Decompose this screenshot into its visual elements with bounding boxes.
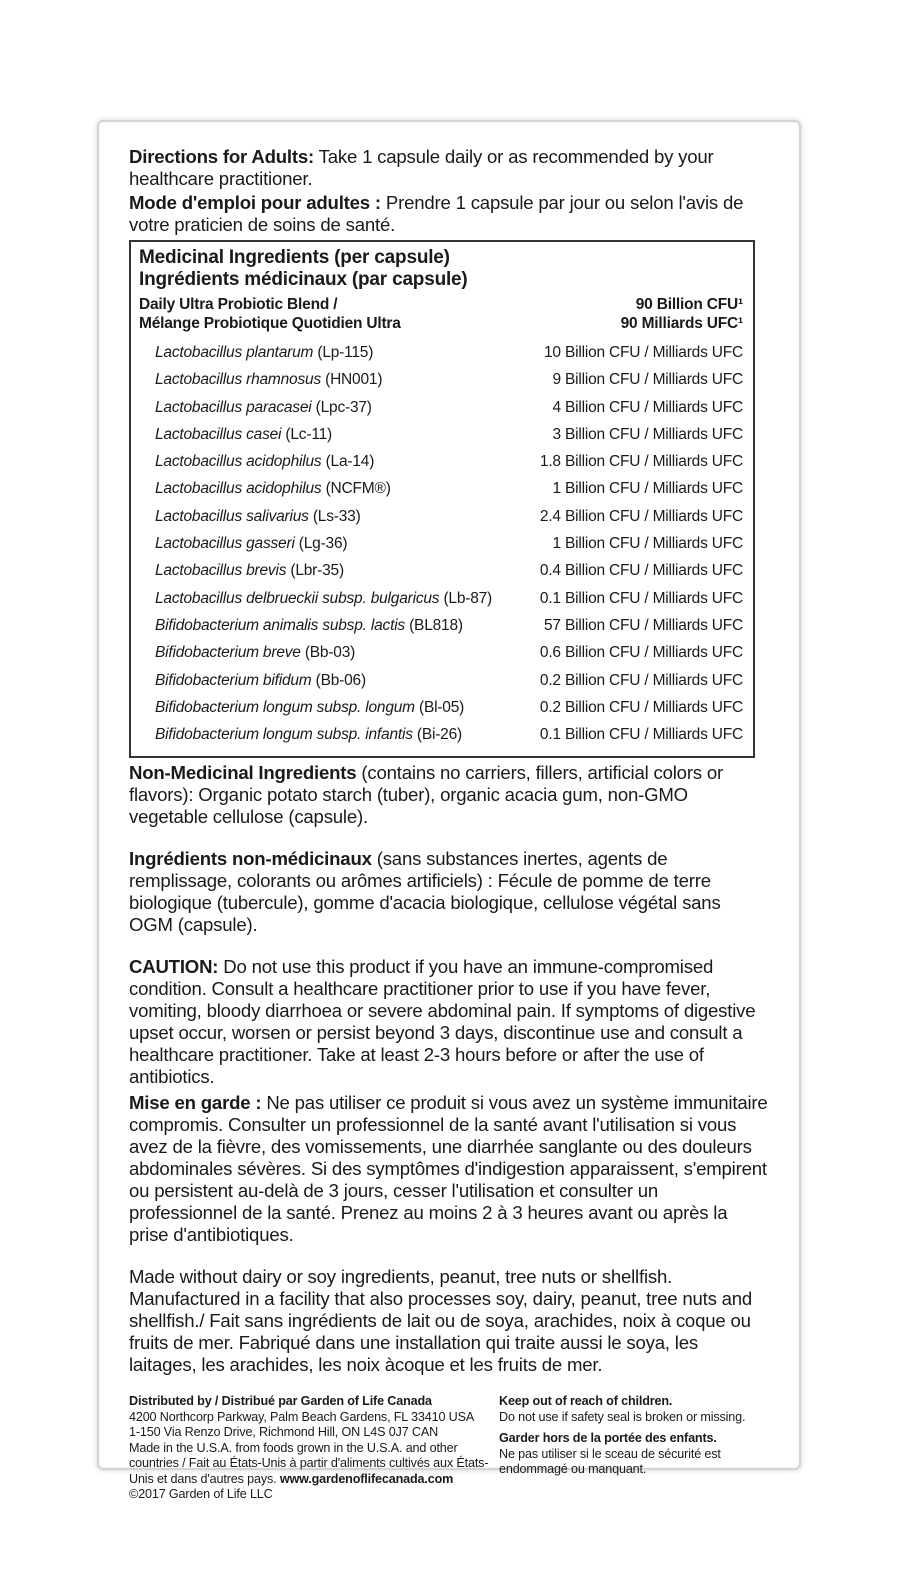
spacer [129,936,769,956]
ingredient-strain: (Bb-06) [311,671,366,689]
caution-en-text: Do not use this product if you have an immune-compromised condition. Consult a healthcare practitioner prior to use if you have fever, vomiting, bloody diarrhoea or severe abdominal pain. If symptoms of digestive upset occur, worsen or persist beyond 3 days, discontinue use and consult a healthcare practitioner. Take at least 2-3 hours before or after the use of antibiotics. [129,956,756,1088]
ingredient-genus: Lactobacillus rhamnosus [155,371,321,389]
ingredient-strain: (Lb-87) [439,589,493,607]
label-content [129,146,769,1503]
table-title-en: Medicinal Ingredients (per capsule) [139,247,450,268]
ingredient-strain: (Lpc-37) [311,398,372,416]
ingredient-genus: Bifidobacterium animalis subsp. lactis [155,616,405,634]
caution-en [129,956,769,1088]
ingredient-amount: 0.1 Billion CFU / Milliards UFC [539,726,743,744]
ingredient-name [155,339,373,366]
ingredient-amount: 9 Billion CFU / Milliards UFC [552,371,743,389]
blend-name-fr: Mélange Probiotique Quotidien Ultra [139,315,401,332]
blend-total-en: 90 Billion CFU¹ [635,296,743,313]
copyright: ©2017 Garden of Life LLC [129,1487,273,1502]
distributor-info [129,1394,489,1503]
address-ca: 1-150 Via Renzo Drive, Richmond Hill, ON L4S 0J7 CAN [129,1425,439,1440]
ingredient-name [155,721,462,748]
footer [129,1394,769,1503]
ingredient-amount: 1.8 Billion CFU / Milliards UFC [539,453,743,471]
ingredient-strain: (Bb-03) [300,644,356,662]
non-medicinal-fr-text: (sans substances inertes, agents de remplissage, colorants ou arômes artificiels) : Fécule de pomme de terre biologique (tubercule), gomme d'acacia biologique, cellulose végétal sans OGM (capsule). [129,848,721,936]
ingredient-name [155,448,374,475]
ingredient-amount: 0.4 Billion CFU / Milliards UFC [539,562,743,580]
ingredient-name [155,421,332,448]
caution-fr-text: Ne pas utiliser ce produit si vous avez un système immunitaire compromis. Consulter un professionnel de la santé avant l'utilisation si vous avez de la fièvre, des vomissements, une diarrhée sanglante ou des douleurs abdominales sévères. Si des symptômes d'indigestion apparaissent, s'empirent ou persistent au-delà de 3 jours, cesser l'utilisation et consulter un professionnel de la santé. Prenez au moins 2 à 3 heures avant ou après la prise d'antibiotiques. [129,1092,768,1246]
directions-en [129,146,769,190]
directions-fr [129,192,769,236]
ingredient-name [155,694,464,721]
ingredient-row [155,721,743,748]
ingredient-genus: Lactobacillus salivarius [155,507,309,525]
ingredient-rows [131,339,753,748]
blend-header [131,291,753,339]
ingredient-name [155,366,382,393]
safety-warnings [499,1394,749,1503]
ingredient-name [155,667,366,694]
ingredient-amount: 3 Billion CFU / Milliards UFC [552,425,743,443]
non-medicinal-fr-label: Ingrédients non-médicinaux [129,848,372,870]
warning-en [499,1394,749,1425]
medicinal-ingredients-table [129,240,755,758]
ingredient-genus: Bifidobacterium longum subsp. longum [155,698,415,716]
directions-fr-text: Prendre 1 capsule par jour ou selon l'avis de votre praticien de soins de santé. [129,192,744,235]
ingredient-genus: Bifidobacterium breve [155,644,301,662]
ingredient-row [155,585,743,612]
ingredient-genus: Lactobacillus acidophilus [155,453,322,471]
ingredient-genus: Bifidobacterium longum subsp. infantis [155,726,413,744]
ingredient-name [155,394,372,421]
directions-en-text: Take 1 capsule daily or as recommended by your healthcare practitioner. [129,146,714,189]
blend-total [621,295,743,333]
ingredient-amount: 1 Billion CFU / Milliards UFC [552,480,743,498]
address-us: 4200 Northcorp Parkway, Palm Beach Gardens, FL 33410 USA [129,1409,475,1424]
ingredient-row [155,667,743,694]
ingredient-amount: 0.2 Billion CFU / Milliards UFC [539,698,743,716]
ingredient-strain: (NCFM®) [321,480,391,498]
ingredient-genus: Lactobacillus gasseri [155,535,295,553]
label-panel [97,120,801,1502]
seal-fr: Ne pas utiliser si le sceau de sécurité est endommagé ou manquant. [499,1446,721,1477]
ingredient-row [155,503,743,530]
caution-en-label: CAUTION: [129,956,219,978]
ingredient-genus: Lactobacillus plantarum [155,344,314,361]
ingredient-amount: 1 Billion CFU / Milliards UFC [552,535,743,553]
ingredient-strain: (Lbr-35) [286,562,344,580]
blend-name [139,295,401,333]
ingredient-amount: 10 Billion CFU / Milliards UFC [544,344,743,361]
ingredient-row [155,339,743,366]
caution-fr [129,1092,769,1246]
ingredient-row [155,694,743,721]
website-link: www.gardenoflifecanada.com [279,1471,454,1486]
directions-fr-label: Mode d'emploi pour adultes : [129,192,381,213]
distributed-label: Distributed by / Distribué par Garden of Life Canada [129,1394,432,1409]
ingredient-strain: (BL818) [404,616,463,634]
spacer [129,828,769,848]
ingredient-genus: Bifidobacterium bifidum [155,671,312,689]
ingredient-row [155,475,743,502]
made-in [129,1441,489,1488]
ingredient-strain: (La-14) [321,453,375,471]
ingredient-strain: (HN001) [321,371,383,389]
ingredient-strain: (Ls-33) [308,507,361,525]
non-medicinal-en-label: Non-Medicinal Ingredients [129,762,357,784]
ingredient-row [155,366,743,393]
ingredient-row [155,639,743,666]
spacer [129,1246,769,1266]
ingredient-amount: 4 Billion CFU / Milliards UFC [552,398,743,416]
ingredient-strain: (Lc-11) [281,425,332,443]
ingredient-amount: 2.4 Billion CFU / Milliards UFC [539,507,743,525]
keep-out-en: Keep out of reach of children. [499,1394,673,1409]
ingredient-row [155,421,743,448]
ingredient-amount: 0.6 Billion CFU / Milliards UFC [539,644,743,662]
table-title-fr: Ingrédients médicinaux (par capsule) [139,269,468,290]
ingredient-amount: 0.2 Billion CFU / Milliards UFC [539,671,743,689]
ingredient-name [155,475,391,502]
ingredient-genus: Lactobacillus casei [155,425,282,443]
seal-en: Do not use if safety seal is broken or missing. [499,1409,746,1424]
non-medicinal-fr [129,848,769,936]
ingredient-strain: (Lg-36) [294,535,348,553]
ingredient-strain: (Bl-05) [414,698,465,716]
ingredient-name [155,585,492,612]
warning-fr [499,1431,749,1478]
ingredient-genus: Lactobacillus paracasei [155,398,312,416]
ingredient-genus: Lactobacillus acidophilus [155,480,322,498]
directions-en-label: Directions for Adults: [129,146,314,167]
blend-name-en: Daily Ultra Probiotic Blend / [139,296,338,313]
ingredient-strain: (Bi-26) [412,726,462,744]
caution-fr-label: Mise en garde : [129,1092,262,1114]
ingredient-name [155,612,463,639]
ingredient-name [155,639,355,666]
made-in-text: Made in the U.S.A. from foods grown in the U.S.A. and other countries / Fait au États-Unis à partir d'aliments cultivés aux États-Unis et dans d'autres pays. [129,1440,489,1486]
ingredient-row [155,530,743,557]
ingredient-genus: Lactobacillus brevis [155,562,287,580]
ingredient-amount: 0.1 Billion CFU / Milliards UFC [539,589,743,607]
ingredient-strain: (Lp-115) [313,344,374,361]
non-medicinal-en [129,762,769,828]
keep-out-fr: Garder hors de la portée des enfants. [499,1431,717,1446]
ingredient-row [155,394,743,421]
ingredient-name [155,503,361,530]
ingredient-row [155,612,743,639]
ingredient-name [155,530,347,557]
ingredient-amount: 57 Billion CFU / Milliards UFC [544,616,743,634]
non-medicinal-en-text: (contains no carriers, fillers, artificial colors or flavors): Organic potato starch (tuber), organic acacia gum, non-GMO vegetable cellulose (capsule). [129,762,724,828]
ingredient-name [155,557,344,584]
ingredient-row [155,448,743,475]
allergen-statement: Made without dairy or soy ingredients, peanut, tree nuts or shellfish. Manufactured in a facility that also processes soy, dairy, peanut, tree nuts and shellfish./ Fait sans ingrédients de lait ou de soya, arachides, noix à coque ou fruits de mer. Fabriqué dans une installation qui traite aussi le soya, les laitages, les arachides, les noix àcoque et les fruits de mer. [129,1266,753,1376]
blend-total-fr: 90 Milliards UFC¹ [620,315,743,332]
ingredient-row [155,557,743,584]
ingredient-genus: Lactobacillus delbrueckii subsp. bulgaricus [155,589,440,607]
